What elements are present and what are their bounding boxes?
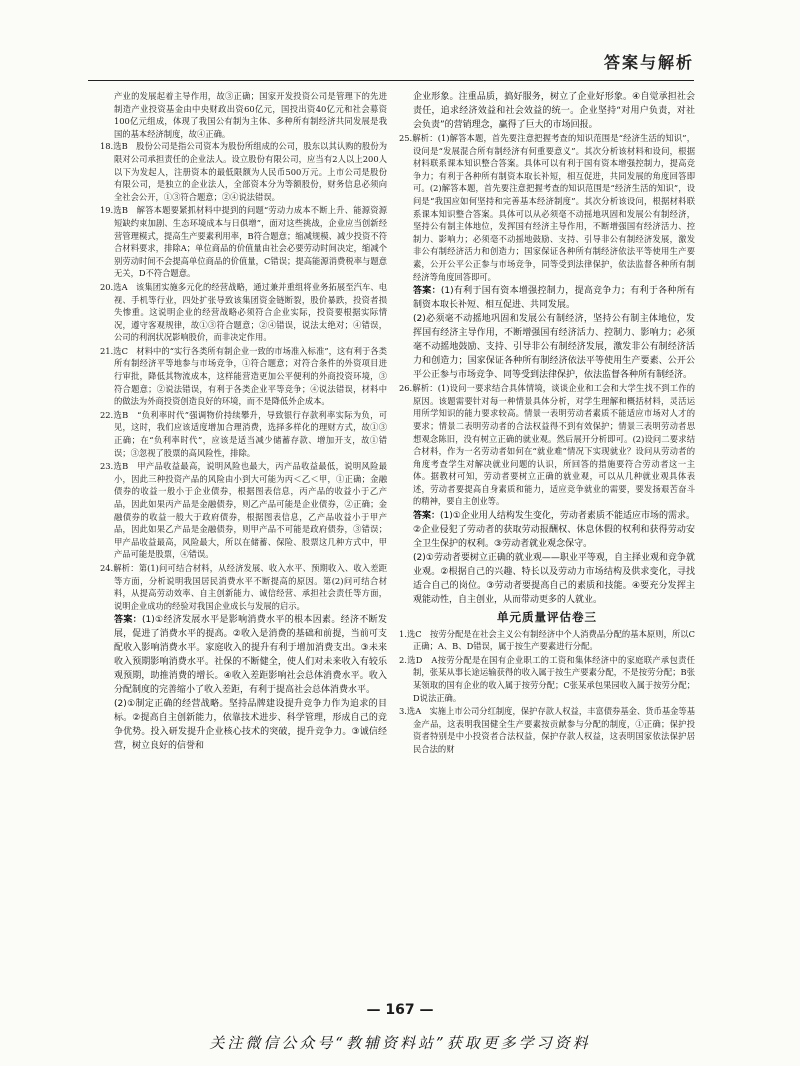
answer-label: 答案： [114,615,142,626]
answer-text: (1)①经济发展水平是影响消费水平的根本因素。经济不断发展，促进了消费水平的提高。②收入是消费的基础和前提，当前可支配收入影响消费水平。家庭收入的提升有利于增加消费支出。③未来收入预期影响消费水平。社保的不断健全，使人们对未来收入有较乐观预期，助推消费的增长。④收入差距影响社会总体消费水平。收入分配制度的完善缩小了收入差距，有利于提高社会总体消费水平。 [114,615,387,696]
question-23: 23.选B 甲产品收益最高，说明风险也最大，丙产品收益最低，说明风险最小，因此三种投资产品的风险由小到大可能为丙＜乙＜甲，①正确；金融债券的收益一般小于企业债券，根据图表信息，丙产品的收益小于乙产品，因此如果丙产品是金融债券，则乙产品可能是企业债券，②正确；金融债券的收益一般大于政府债券，根据图表信息，乙产品收益小于甲产品，因此如果乙产品是金融债券，则甲产品不可能是政府债券，③错误；甲产品收益最高，风险最大，所以在储蓄、保险、股票这几种方式中，甲产品可能是股票，④错误。 [100,461,387,560]
question-20: 20.选A 该集团实施多元化的经营战略，通过兼并重组将业务拓展至汽车、电视、手机等行业，四处扩张导致该集团资金链断裂，股价暴跌，投资者损失惨重。这说明企业的经营战略必须符合企业实际，投资要根据实际情况，遵守客观规律，故①③符合题意；②④错误，说法太绝对；④错误，公司的利润状况影响股价，而非决定作用。 [100,281,387,343]
question-25-answer-2: (2)必须毫不动摇地巩固和发展公有制经济，坚持公有制主体地位，发挥国有经济主导作用，不断增强国有经济活力、控制力、影响力；必须毫不动摇地鼓励、支持、引导非公有制经济发展，激发非公有制经济活力和创造力；国家保证各种所有制经济依法平等使用生产要素、公开公平公正参与市场竞争、同等受到法律保护，依法监督各种所有制经济。 [413,314,695,381]
section-question-3: 3.选A 实施上市公司分红制度，保护存款人权益，丰富债券基金、货币基金等基金产品，这表明我国健全生产要素按贡献参与分配的制度，①正确；保护投资者特别是中小投资者合法权益，保护存款人权益，这表明国家依法保护居民合法的财 [399,706,695,754]
answer-text: (1)①企业用人结构发生变化，劳动者素质不能适应市场的需求。②企业侵犯了劳动者的获取劳动报酬权、休息休假的权利和获得劳动安全卫生保护的权利。③劳动者就业观念保守。 [413,511,695,550]
question-26-answer-2: (2)①劳动者要树立正确的就业观——职业平等观，自主择业观和竞争就业观。②根据自己的兴趣、特长以及劳动力市场结构及供求变化，寻找适合自己的岗位。③劳动者要提高自己的素质和技能。④要充分发挥主观能动性，自主创业，从而带动更多的人就业。 [413,553,695,606]
answer-text: (1)有利于国有资本增强控制力，提高竞争力；有利于各种所有制资本取长补短、相互促进、共同发展。 [413,286,695,311]
question-26-answer-1 [399,509,695,551]
question-22: 22.选B “负利率时代”强调物价持续攀升，导致银行存款利率实际为负，可见，这时，我们应该适度增加合理消费，选择多样化的理财方式，故①③正确；在“负利率时代”，应该是适当减少储蓄存款、增加开支，故①错误；③忽视了股票的高风险性，排除。 [100,409,387,458]
right-intro: 企业形象。注重品质，搞好服务，树立了企业好形象。④自觉承担社会责任，追求经济效益和社会效益的统一。企业坚持“对用户负责，对社会负责”的营销理念，赢得了巨大的市场回报。 [413,92,695,130]
section-question-1: 1.选C 按劳分配是在社会主义公有制经济中个人消费品分配的基本原则，所以C正确；A、B、D错误，属于按生产要素进行分配。 [399,628,695,652]
header-title: 答案与解析 [603,53,694,72]
footer-note: 关注微信公众号“教辅资料站”获取更多学习资料 [209,1034,591,1052]
question-24-analysis: 24.解析：第(1)问可结合材料，从经济发展、收入水平、预期收入、收入差距等方面，分析说明我国居民消费水平不断提高的原因。第(2)问可结合材料，从提高劳动效率、自主创新能力、诚信经营、承担社会责任等方面，说明企业成功的经验对我国企业成长与发展的启示。 [100,562,387,611]
section-title: 单元质量评估卷三 [497,610,597,625]
page-header [88,42,694,81]
left-column [100,90,387,1020]
answer-label: 答案： [413,286,441,297]
right-column [399,90,695,1020]
page-number: — 167 — [366,1002,434,1018]
question-25-answer-1 [399,284,695,312]
answer-label: 答案： [413,511,441,522]
question-25-analysis: 25.解析：(1)解答本题，首先要注意把握考查的知识范围是“经济生活的知识”，设问是“发展混合所有制经济有何重要意义”。其次分析该材料和设问，根据材料联系课本知识整合答案。具体可以有利于国有资本增强控制力，提高竞争力；有利于各种所有制资本取长补短，相互促进，共同发展的角度回答即可。(2)解答本题，首先要注意把握考查的知识范围是“经济生活的知识”，设问是“我国应如何坚持和完善基本经济制度”。其次分析该设问，根据材料联系课本知识整合答案。具体可以从必须毫不动摇地巩固和发展公有制经济，坚持公有制主体地位，发挥国有经济主导作用，不断增强国有经济活力、控制力、影响力；必须毫不动摇地鼓励、支持、引导非公有制经济发展，激发非公有制经济活力和创造力；国家保证各种所有制经济依法平等使用生产要素，公开公平公正参与市场竞争，同等受到法律保护，依法监督各种所有制经济等角度回答即可。 [399,133,695,282]
question-24-answer-1 [100,613,387,697]
question-21: 21.选C 材料中的“实行各类所有制企业一致的市场准入标准”，这有利于各类所有制经济平等地参与市场竞争，①符合题意；对符合条件的外资项目进行审批，降低其物流成本，这样能营造更加公平便利的外商投资环境，③符合题意；②说法错误，有利于各类企业平等竞争；④说法错误，材料中的做法为外商投资创造良好的环境，而不是降低外企成本。 [100,345,387,407]
question-24-answer-2: (2)①制定正确的经营战略。坚持品牌建设提升竞争力作为追求的目标。②提高自主创新能力，依靠技术进步、科学管理，形成自己的竞争优势。投入研发提升企业核心技术的突破，提升竞争力。③诚信经营，树立良好的信誉和 [114,699,387,752]
question-19: 19.选B 解答本题要紧抓材料中提到的问题“劳动力成本不断上升、能源资源短缺约束加剧、生态环境成本与日俱增”，面对这些挑战，企业应当创新经营管理模式，提高生产要素利用率，B符合题意；缩减规模、减少投资不符合材料要求，排除A；单位商品的价值量由社会必要劳动时间决定，缩减个别劳动时间不会提高单位商品的价值量，C错误；提高能源消费税率与题意无关，D不符合题意。 [100,205,387,279]
question-26-analysis: 26.解析：(1)设问一要求结合具体情境，谈谈企业和工会和大学生找不到工作的原因。该题需要针对每一种情景具体分析，对学生理解和概括材料，灵活运用所学知识的能力要求较高。情景一表明劳动者素质不能适应市场对人才的要求；情景二表明劳动者的合法权益得不到有效保护；情景三表明劳动者思想观念陈旧，没有树立正确的就业观。然后展开分析即可。(2)设问二要求结合材料，作为一名劳动者如何在“就业难”情况下实现就业？设问从劳动者的角度考查学生对解决就业问题的认识，所回答的措施要符合劳动者这一主体。据教材可知，劳动者要树立正确的就业观，可以从几种就业观具体表述，劳动者要提高自身素质和能力，适应竞争就业的需要，要发扬艰苦奋斗的精神，要自主创业等。 [399,383,695,507]
left-intro: 产业的发展起着主导作用，故③正确；国家开发投资公司是管理下的先进制造产业投资基金由中央财政出资60亿元，国投出资40亿元和社会募资100亿元组成，体现了我国公有制为主体、多种所有制经济共同发展是我国的基本经济制度，故④正确。 [114,91,387,139]
section-question-2: 2.选D A按劳分配是在国有企业职工的工资和集体经济中的家庭联产承包责任制，张某从事长途运输获得的收入属于按生产要素分配，不是按劳分配；B张某领取的国有企业的收入属于按劳分配；C张某承包果园收入属于按劳分配；D说法正确。 [399,654,695,703]
question-18: 18.选B 股份公司是指公司资本为股份所组成的公司，股东以其认购的股份为限对公司承担责任的企业法人。设立股份有限公司，应当有2人以上200人以下为发起人，注册资本的最低限额为人民币500万元。上市公司是股份有限公司，是独立的企业法人，全部资本分为等额股份，财务信息必须向全社会公开，①③符合题意；②④说法错误。 [100,141,387,202]
